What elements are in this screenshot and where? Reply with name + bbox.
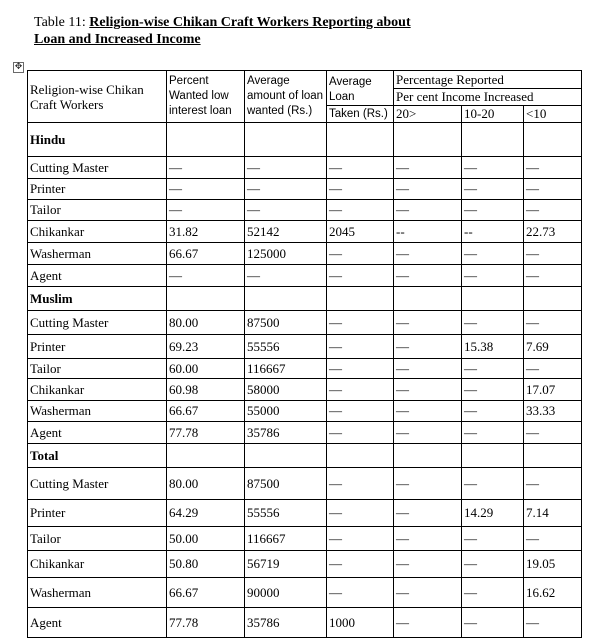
data-cell: 56719 — [245, 551, 327, 578]
table-row — [28, 265, 582, 287]
table-row — [28, 335, 582, 359]
table-row — [28, 359, 582, 379]
data-cell: — — [394, 157, 462, 179]
data-cell: 55000 — [245, 401, 327, 422]
data-cell: — — [327, 157, 394, 179]
data-cell: 52142 — [245, 221, 327, 243]
data-cell: — — [462, 422, 524, 444]
data-cell: 33.33 — [524, 401, 582, 422]
data-cell: — — [394, 401, 462, 422]
data-cell: 58000 — [245, 379, 327, 401]
empty-cell — [524, 444, 582, 468]
table-caption — [34, 14, 574, 48]
data-cell: 77.78 — [167, 608, 245, 638]
empty-cell — [167, 287, 245, 311]
data-cell: 116667 — [245, 527, 327, 551]
data-cell: — — [462, 179, 524, 200]
empty-cell — [394, 123, 462, 157]
data-cell: — — [327, 311, 394, 335]
data-cell: — — [327, 243, 394, 265]
data-cell: — — [462, 243, 524, 265]
data-cell: — — [394, 500, 462, 527]
row-label: Agent — [28, 265, 167, 287]
table-body — [28, 123, 582, 638]
empty-cell — [327, 444, 394, 468]
header-group-line1: Percentage Reported — [396, 71, 504, 87]
empty-cell — [245, 123, 327, 157]
data-cell: 17.07 — [524, 379, 582, 401]
header-sub-20-plus: 20> — [394, 106, 462, 123]
data-cell: — — [245, 157, 327, 179]
data-cell: — — [462, 468, 524, 500]
table-row — [28, 243, 582, 265]
row-label: Washerman — [28, 578, 167, 608]
data-cell: 19.05 — [524, 551, 582, 578]
row-label: Tailor — [28, 200, 167, 221]
data-cell: — — [524, 179, 582, 200]
row-label: Tailor — [28, 527, 167, 551]
data-cell: — — [524, 359, 582, 379]
data-cell: — — [462, 608, 524, 638]
data-cell: — — [524, 157, 582, 179]
data-cell: 1000 — [327, 608, 394, 638]
data-cell: — — [327, 200, 394, 221]
data-cell: — — [167, 265, 245, 287]
data-cell: 87500 — [245, 468, 327, 500]
row-label: Cutting Master — [28, 311, 167, 335]
data-cell: 31.82 — [167, 221, 245, 243]
data-cell: 55556 — [245, 335, 327, 359]
row-label: Tailor — [28, 359, 167, 379]
table-row — [28, 578, 582, 608]
data-cell: — — [462, 379, 524, 401]
data-cell: — — [394, 311, 462, 335]
header-sub-10-20: 10-20 — [462, 106, 524, 123]
data-cell: — — [524, 200, 582, 221]
data-cell: — — [462, 311, 524, 335]
data-cell: — — [462, 578, 524, 608]
data-cell: — — [394, 468, 462, 500]
data-cell: 16.62 — [524, 578, 582, 608]
data-cell: — — [462, 265, 524, 287]
data-cell: — — [524, 527, 582, 551]
data-cell: 90000 — [245, 578, 327, 608]
group-label: Muslim — [28, 287, 167, 311]
empty-cell — [327, 287, 394, 311]
data-cell: 80.00 — [167, 468, 245, 500]
data-cell: — — [524, 608, 582, 638]
data-cell: — — [327, 359, 394, 379]
table-row — [28, 608, 582, 638]
data-cell: 15.38 — [462, 335, 524, 359]
data-cell: — — [245, 179, 327, 200]
data-cell: 66.67 — [167, 243, 245, 265]
header-sub-lt-10: <10 — [524, 106, 582, 123]
header-income-increased: Per cent Income Increased — [394, 89, 582, 106]
data-cell: 35786 — [245, 608, 327, 638]
data-cell: -- — [462, 221, 524, 243]
row-label: Cutting Master — [28, 157, 167, 179]
data-cell: — — [394, 265, 462, 287]
empty-cell — [245, 287, 327, 311]
data-cell: — — [327, 401, 394, 422]
data-cell: — — [524, 468, 582, 500]
data-cell: 14.29 — [462, 500, 524, 527]
data-cell: — — [327, 265, 394, 287]
header-avg-loan-taken-unit: Taken (Rs.) — [327, 106, 394, 123]
header-row-top — [28, 71, 582, 89]
data-cell: — — [462, 157, 524, 179]
data-cell: 7.14 — [524, 500, 582, 527]
data-cell: — — [524, 243, 582, 265]
empty-cell — [462, 123, 524, 157]
data-cell: — — [167, 157, 245, 179]
caption-title-line2: Loan and Increased Income — [34, 32, 201, 47]
data-cell: — — [394, 335, 462, 359]
data-cell: — — [394, 200, 462, 221]
row-label: Chikankar — [28, 221, 167, 243]
data-cell: — — [245, 265, 327, 287]
data-cell: -- — [394, 221, 462, 243]
data-cell: — — [524, 422, 582, 444]
table-row — [28, 527, 582, 551]
table-move-handle-icon[interactable]: ✥ — [14, 62, 23, 72]
data-table — [27, 70, 582, 638]
data-cell: — — [394, 551, 462, 578]
group-row — [28, 444, 582, 468]
data-cell: 50.00 — [167, 527, 245, 551]
data-cell: — — [394, 422, 462, 444]
empty-cell — [167, 123, 245, 157]
data-cell: — — [462, 401, 524, 422]
data-cell: 22.73 — [524, 221, 582, 243]
row-label: Printer — [28, 335, 167, 359]
row-label: Chikankar — [28, 551, 167, 578]
empty-cell — [462, 444, 524, 468]
data-cell: — — [327, 179, 394, 200]
data-cell: — — [462, 551, 524, 578]
data-cell: — — [167, 179, 245, 200]
empty-cell — [524, 287, 582, 311]
data-cell: 66.67 — [167, 401, 245, 422]
data-cell: 80.00 — [167, 311, 245, 335]
data-cell: — — [524, 311, 582, 335]
data-cell: 116667 — [245, 359, 327, 379]
data-cell: — — [327, 551, 394, 578]
row-label: Agent — [28, 422, 167, 444]
table-row — [28, 401, 582, 422]
data-cell: — — [394, 243, 462, 265]
header-worker-type: Religion-wise Chikan Craft Workers — [28, 71, 167, 123]
table-row — [28, 422, 582, 444]
row-label: Washerman — [28, 401, 167, 422]
data-cell: — — [394, 379, 462, 401]
header-percentage-reported — [394, 71, 582, 89]
data-cell: — — [394, 608, 462, 638]
row-label: Cutting Master — [28, 468, 167, 500]
data-cell: — — [462, 200, 524, 221]
data-cell: — — [327, 422, 394, 444]
data-cell: 60.98 — [167, 379, 245, 401]
data-cell: — — [327, 335, 394, 359]
row-label: Agent — [28, 608, 167, 638]
empty-cell — [394, 287, 462, 311]
group-row — [28, 123, 582, 157]
data-cell: — — [327, 578, 394, 608]
data-cell: 69.23 — [167, 335, 245, 359]
header-avg-loan-taken: Average Loan — [327, 71, 394, 106]
row-label: Printer — [28, 179, 167, 200]
group-label: Total — [28, 444, 167, 468]
empty-cell — [167, 444, 245, 468]
data-cell: — — [394, 527, 462, 551]
table-row — [28, 221, 582, 243]
data-cell: 87500 — [245, 311, 327, 335]
data-cell: — — [327, 527, 394, 551]
row-label: Printer — [28, 500, 167, 527]
table-row — [28, 200, 582, 221]
data-cell: — — [462, 359, 524, 379]
group-label: Hindu — [28, 123, 167, 157]
data-cell: — — [462, 527, 524, 551]
data-cell: 77.78 — [167, 422, 245, 444]
empty-cell — [524, 123, 582, 157]
data-cell: — — [327, 500, 394, 527]
group-row — [28, 287, 582, 311]
data-cell: 2045 — [327, 221, 394, 243]
table-row — [28, 157, 582, 179]
table-row — [28, 311, 582, 335]
caption-prefix: Table 11: — [34, 15, 90, 30]
data-cell: 64.29 — [167, 500, 245, 527]
header-percent-low-interest: Percent Wanted low interest loan — [167, 71, 245, 123]
empty-cell — [327, 123, 394, 157]
data-cell: — — [394, 179, 462, 200]
table-row — [28, 500, 582, 527]
data-cell: 66.67 — [167, 578, 245, 608]
table-row — [28, 468, 582, 500]
data-cell: 7.69 — [524, 335, 582, 359]
data-cell: 125000 — [245, 243, 327, 265]
data-cell: 55556 — [245, 500, 327, 527]
data-cell: — — [245, 200, 327, 221]
empty-cell — [245, 444, 327, 468]
data-cell: — — [327, 379, 394, 401]
data-cell: — — [524, 265, 582, 287]
data-cell: — — [167, 200, 245, 221]
data-cell: — — [394, 359, 462, 379]
row-label: Washerman — [28, 243, 167, 265]
data-cell: 60.00 — [167, 359, 245, 379]
table-row — [28, 379, 582, 401]
row-label: Chikankar — [28, 379, 167, 401]
data-cell: — — [327, 468, 394, 500]
header-avg-loan-wanted: Average amount of loan wanted (Rs.) — [245, 71, 327, 123]
data-cell: 50.80 — [167, 551, 245, 578]
empty-cell — [394, 444, 462, 468]
table-row — [28, 551, 582, 578]
data-cell: 35786 — [245, 422, 327, 444]
table-row — [28, 179, 582, 200]
data-cell: — — [394, 578, 462, 608]
empty-cell — [462, 287, 524, 311]
caption-title-line1: Religion-wise Chikan Craft Workers Reporting about — [89, 15, 411, 30]
